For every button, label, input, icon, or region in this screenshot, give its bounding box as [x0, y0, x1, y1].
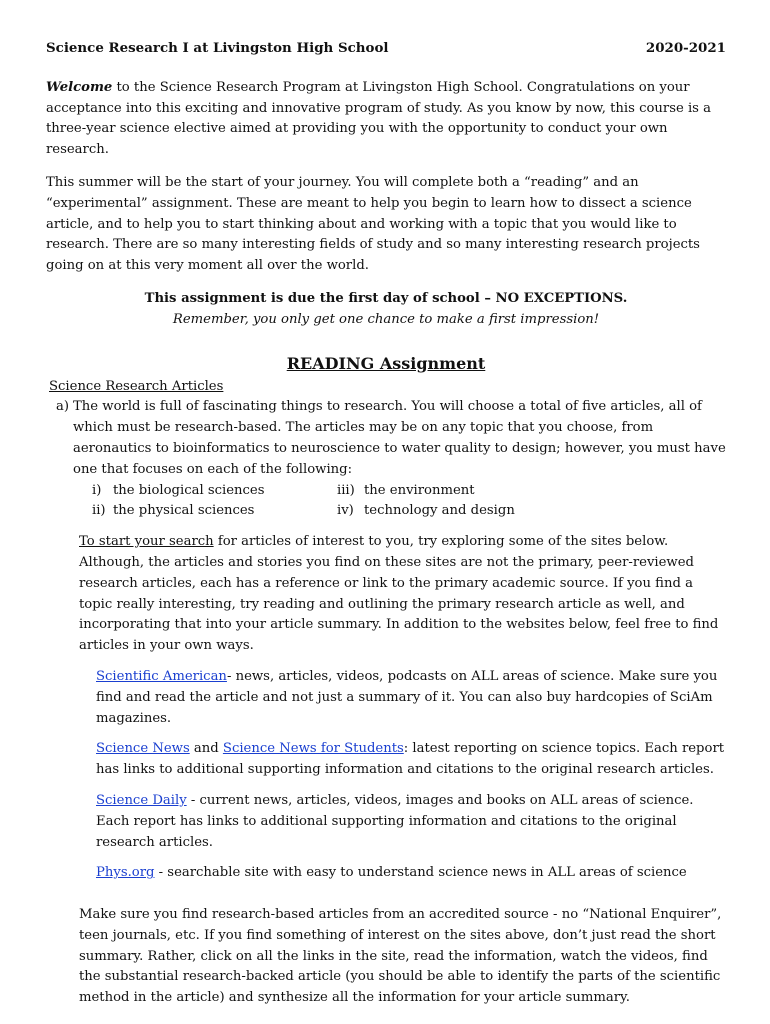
science-news-link[interactable]: Science News — [96, 741, 190, 757]
topic-physical: ii) the physical sciences — [92, 503, 255, 519]
due-notice: This assignment is due the first day of school – NO EXCEPTIONS. — [144, 290, 628, 306]
list-item-text: The world is full of fascinating things to research. You will choose a total of five articles, all of which must be research-based. The articles may be on any topic that you choose, from aeronautics to bioinformatics to neuroscience to water quality to design; however, you must have one that focuses on each of the following: — [73, 399, 726, 477]
site-scientific-american: Scientific American- news, articles, videos, podcasts on ALL areas of science. Make sure you find and read the article and not just a summary of it. You can also buy hardcopies of SciAm magazines. — [96, 668, 718, 726]
document-header — [46, 38, 726, 59]
science-research-articles-subheading: Science Research Articles — [49, 378, 224, 394]
topic-list — [56, 481, 726, 523]
course-title: Science Research I at Livingston High School — [46, 40, 389, 56]
reading-assignment-heading: READING Assignment — [286, 353, 486, 373]
welcome-paragraph — [46, 78, 726, 161]
list-marker: a) — [56, 399, 70, 415]
welcome-word: Welcome — [46, 79, 113, 95]
summer-paragraph: This summer will be the start of your journey. You will complete both a “reading” and an “experimental” assignment. These are meant to help you begin to learn how to dissect a science article, and to help you to start thinking about and working with a topic that you would like to research. There are so many interesting fields of study and so many interesting research projects going on at this very moment all over the world. — [46, 174, 700, 274]
phys-org-link[interactable]: Phys.org — [96, 865, 155, 881]
welcome-text: to the Science Research Program at Livingston High School. Congratulations on your acceptance into this exciting and innovative program of study. As you know by now, this course is a three-year science elective aimed at providing you with the opportunity to conduct your own research. — [46, 79, 711, 158]
remember-note: Remember, you only get one chance to make a first impression! — [172, 311, 600, 327]
science-daily-link[interactable]: Science Daily — [96, 792, 187, 808]
topic-biological: i) the biological sciences — [92, 482, 265, 498]
science-news-for-students-link[interactable]: Science News for Students — [222, 741, 404, 757]
start-search-paragraph: To start your search for articles of interest to you, try exploring some of the sites below. Although, the articles and stories you find on these sites are not the primary, peer-reviewed research articles, each has a reference or link to the primary academic source. If you find a topic really interesting, try reading and outlining the primary research article as well, and incorporating that into your article summary. In addition to the websites below, feel free to find articles in your own ways. — [79, 534, 719, 654]
closing-paragraph: Make sure you find research-based articles from an accredited source - no “National Enquirer”, teen journals, etc. If you find something of interest on the sites above, don’t just read the short summary. Rather, click on all the links in the site, read the information, watch the videos, find the substantial research-backed article (you should be able to identify the parts of the scientific method in the article) and synthesize all the information for your article summary. — [79, 907, 722, 1006]
scientific-american-link[interactable]: Scientific American — [96, 668, 227, 684]
start-search-underlined: To start your search — [79, 534, 214, 550]
site-science-daily: Science Daily - current news, articles, videos, images and books on ALL areas of science. Each report has links to additional supporting information and citations to the original research articles. — [96, 792, 694, 850]
topic-environment: iii) the environment — [337, 482, 475, 498]
site-phys-org: Phys.org - searchable site with easy to understand science news in ALL areas of science — [96, 865, 687, 881]
list-item-a — [56, 397, 726, 480]
document-page — [46, 38, 726, 1009]
school-year: 2020-2021 — [645, 40, 726, 56]
topic-technology: iv) technology and design — [337, 503, 515, 519]
site-science-news: Science News and Science News for Students: latest reporting on science topics. Each report has links to additional supporting information and citations to the original research articles. — [96, 741, 725, 778]
